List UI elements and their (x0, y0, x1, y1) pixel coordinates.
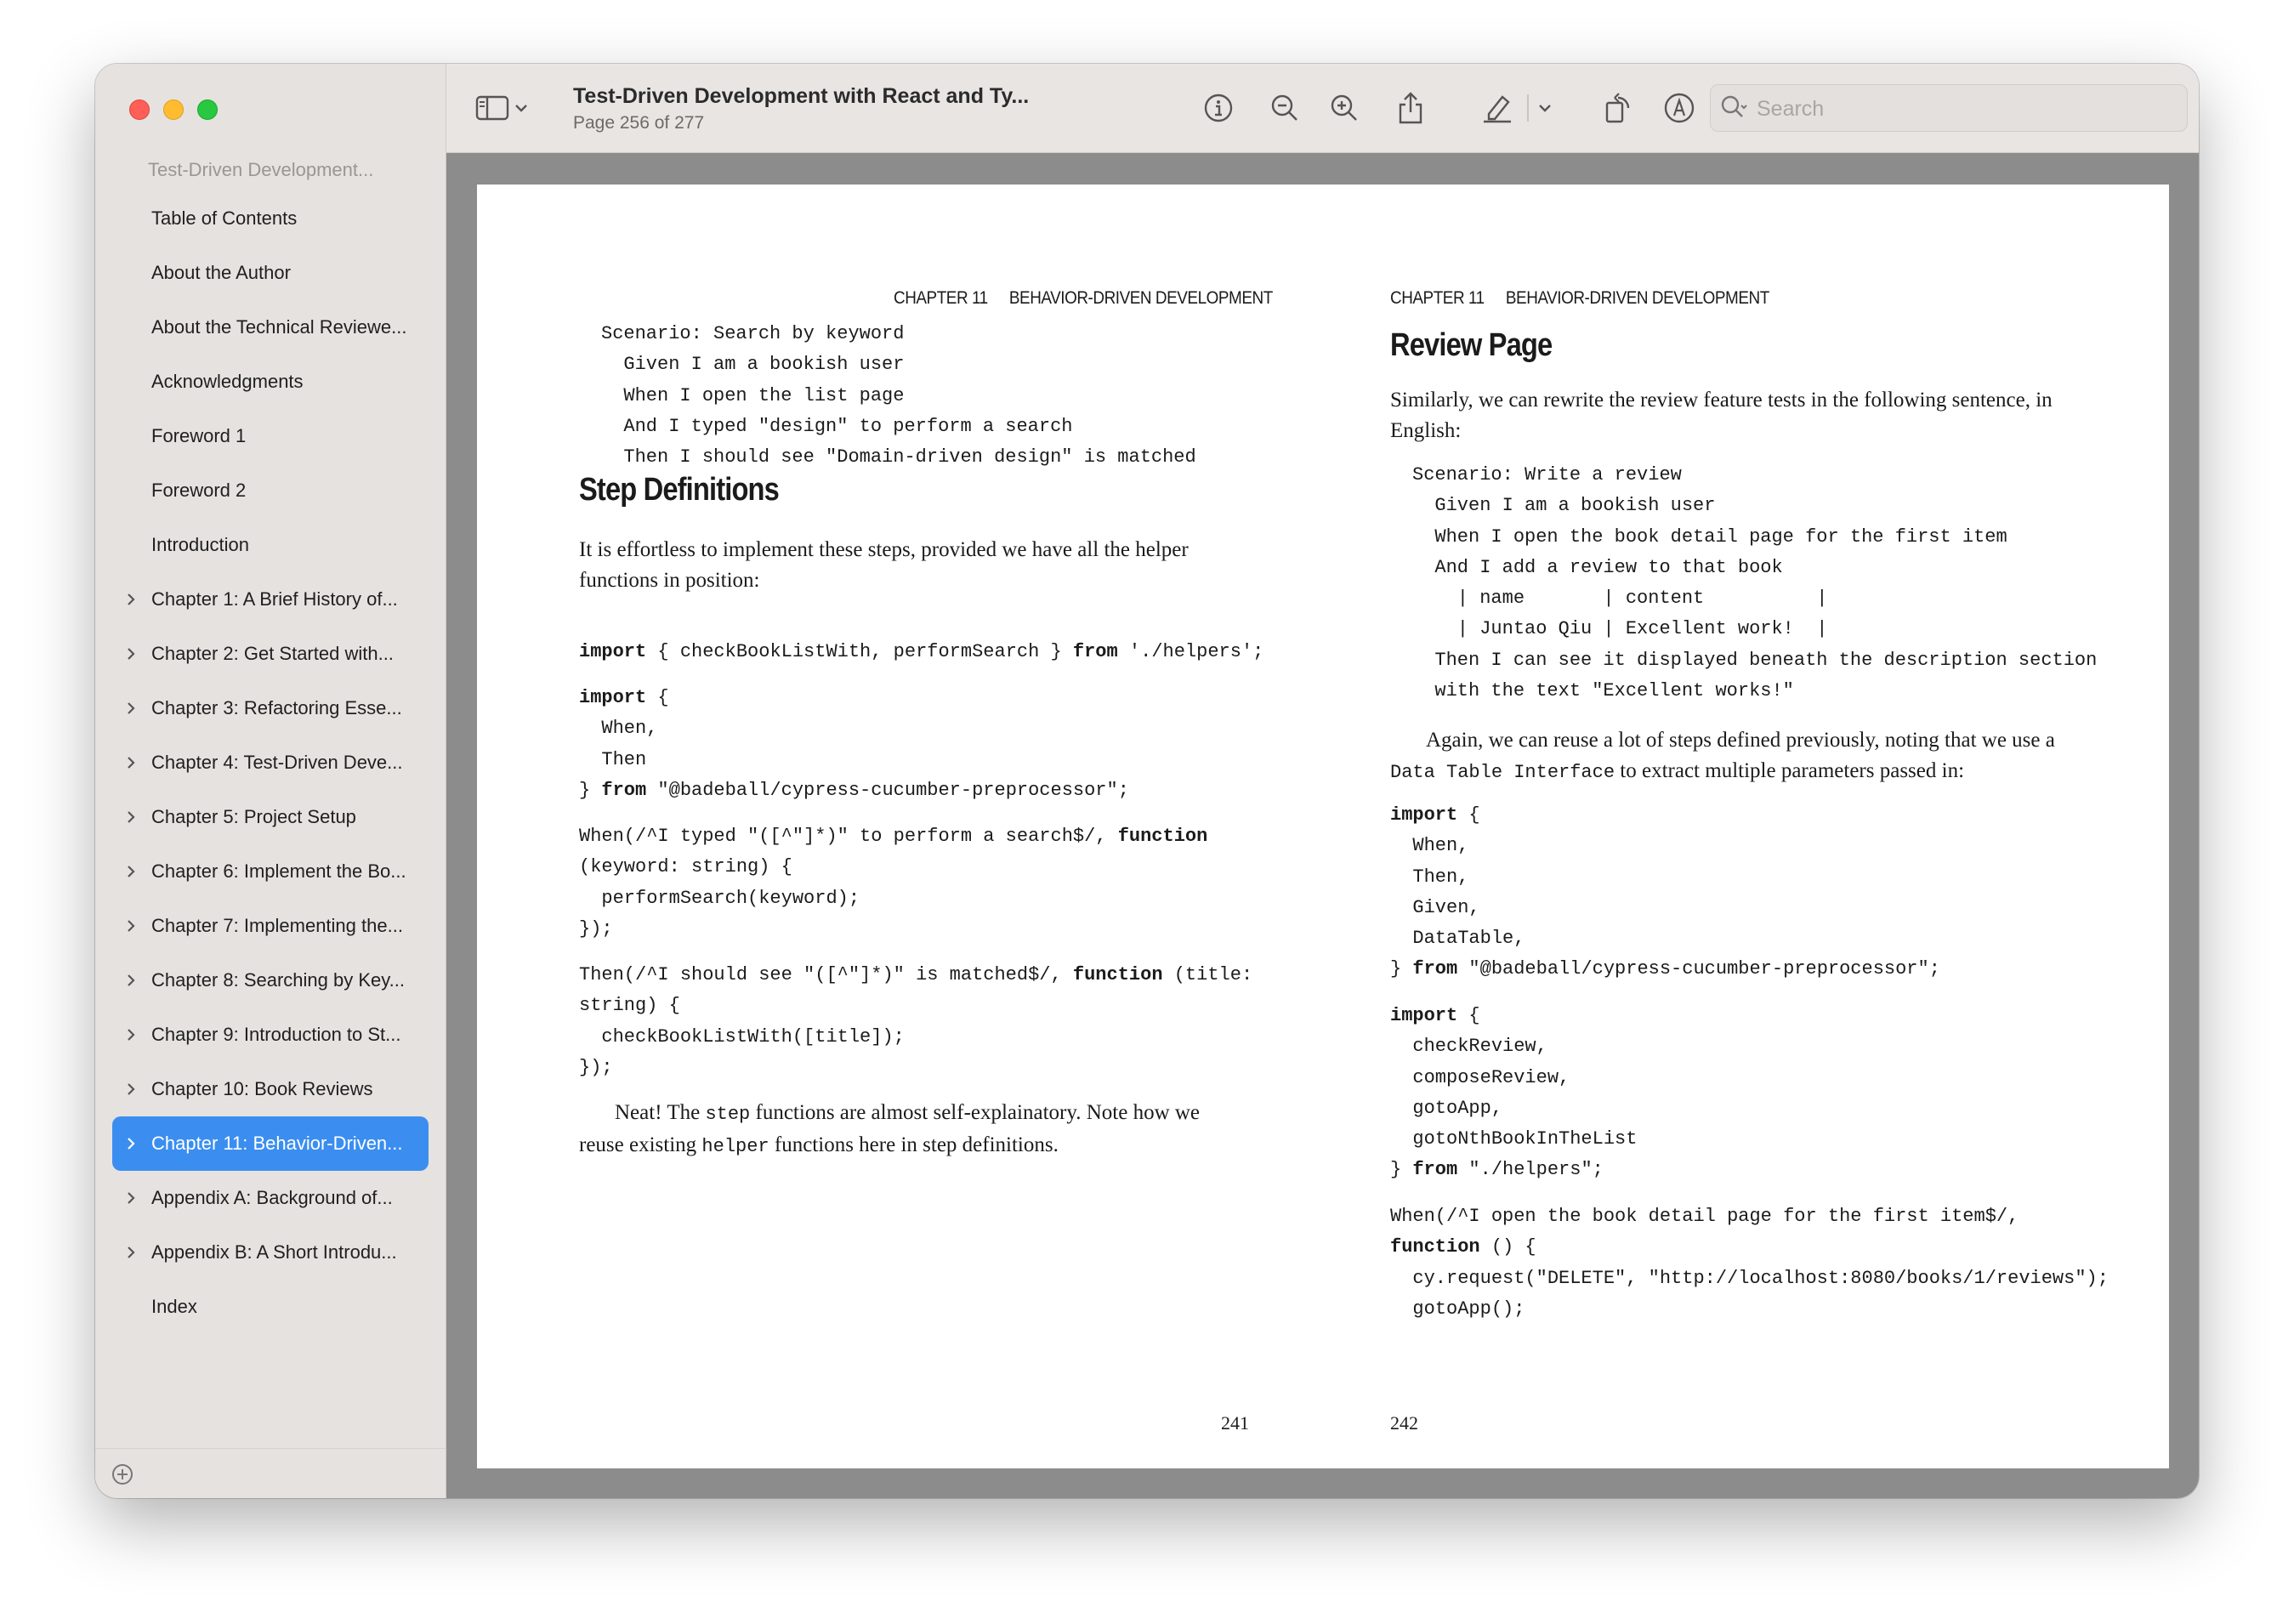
sidebar-item-label: Chapter 8: Searching by Key... (151, 969, 405, 991)
sidebar-item[interactable] (112, 844, 429, 899)
sidebar-item[interactable] (112, 300, 429, 355)
zoom-button[interactable] (197, 99, 218, 120)
pdf-spread (477, 185, 2169, 1468)
right-when-step-code: When(/^I open the book detail page for the first item$/, function () { cy.request("DELETE", "http://localhost:8080/books/1/reviews"); gotoApp(); (1390, 1206, 2109, 1320)
sidebar-item-label: Chapter 3: Refactoring Esse... (151, 697, 402, 718)
sidebar-item[interactable] (112, 1280, 429, 1334)
sidebar-item[interactable] (112, 518, 429, 572)
search-field[interactable] (1710, 84, 2188, 132)
sidebar-item[interactable] (112, 1008, 429, 1062)
close-button[interactable] (129, 99, 150, 120)
toolbar (446, 64, 2199, 153)
chevron-down-icon[interactable] (1526, 89, 1557, 127)
sidebar-item[interactable] (112, 681, 429, 735)
chapter-title: BEHAVIOR-DRIVEN DEVELOPMENT (1008, 288, 1273, 308)
chapter-title: BEHAVIOR-DRIVEN DEVELOPMENT (1505, 288, 1769, 308)
chevron-right-icon[interactable] (122, 953, 139, 1008)
sidebar-item-label: Foreword 2 (151, 480, 247, 501)
sidebar-footer (95, 1448, 446, 1498)
sidebar-item[interactable] (112, 409, 429, 463)
chevron-right-icon[interactable] (122, 1116, 139, 1171)
sidebar-item-label: Chapter 2: Get Started with... (151, 643, 394, 664)
step-definitions-heading: Step Definitions (579, 472, 779, 508)
sidebar-item-label: Index (151, 1296, 197, 1317)
sidebar-item-label: Appendix A: Background of... (151, 1187, 393, 1208)
rotate-icon[interactable] (1599, 89, 1637, 127)
chevron-right-icon[interactable] (122, 627, 139, 681)
sidebar-item[interactable] (112, 735, 429, 790)
right-paragraph-2: Again, we can reuse a lot of steps defined previously, noting that we use a Data Table Interface to extract multiple parameters passed in: (1390, 729, 2055, 783)
right-page-number: 242 (1390, 1412, 1418, 1434)
sidebar-item[interactable] (112, 627, 429, 681)
highlighter-icon[interactable] (1479, 89, 1516, 127)
right-running-head (1390, 288, 1769, 309)
left-paragraph-1: It is effortless to implement these steps, provided we have all the helper functions in position: (579, 538, 1189, 592)
chapter-number: CHAPTER 11 (1390, 288, 1485, 308)
chevron-right-icon[interactable] (122, 572, 139, 627)
zoom-in-icon[interactable] (1326, 89, 1363, 127)
right-import-helpers-code: import { checkReview, composeReview, gotoApp, gotoNthBookInTheList } from "./helpers"; (1390, 1005, 1638, 1181)
import-helpers-code: import { checkBookListWith, performSearch } from './helpers'; (579, 641, 1264, 662)
sidebar-item-label: Acknowledgments (151, 371, 304, 392)
sidebar-item-label: Chapter 9: Introduction to St... (151, 1024, 401, 1045)
sidebar-icon[interactable] (474, 89, 511, 127)
sidebar-item-label: Chapter 1: A Brief History of... (151, 588, 398, 610)
sidebar-item-label: Chapter 7: Implementing the... (151, 915, 403, 936)
chapter-number: CHAPTER 11 (894, 288, 988, 308)
page-indicator: Page 256 of 277 (573, 113, 705, 133)
right-import-cucumber-code: import { When, Then, Given, DataTable, } from "@badeball/cypress-cucumber-preprocessor"; (1390, 804, 1940, 980)
markup-pen-icon[interactable] (1661, 89, 1698, 127)
zoom-out-icon[interactable] (1266, 89, 1303, 127)
sidebar-item-label: Chapter 11: Behavior-Driven... (151, 1133, 403, 1154)
sidebar-item[interactable] (112, 246, 429, 300)
chevron-right-icon[interactable] (122, 899, 139, 953)
sidebar-item-label: Chapter 10: Book Reviews (151, 1078, 373, 1099)
left-page-number: 241 (1221, 1412, 1249, 1434)
sidebar-item-label: Chapter 6: Implement the Bo... (151, 860, 406, 882)
sidebar-item[interactable] (112, 191, 429, 246)
sidebar-item-label: Chapter 4: Test-Driven Deve... (151, 752, 403, 773)
left-scenario-code: Scenario: Search by keyword Given I am a bookish user When I open the list page And I typed "design" to perform a search Then I should see "Domain-driven design" is matched (601, 323, 1196, 468)
sidebar-item[interactable] (112, 1171, 429, 1225)
then-step-code: Then(/^I should see "([^"]*)" is matched$/, function (title: string) { checkBookListWith([title]); }); (579, 964, 1253, 1078)
sidebar-item[interactable] (112, 463, 429, 518)
search-icon (1719, 94, 1750, 122)
chevron-right-icon[interactable] (122, 844, 139, 899)
search-input[interactable] (1755, 92, 2175, 126)
minimize-button[interactable] (163, 99, 184, 120)
chevron-right-icon[interactable] (122, 1008, 139, 1062)
sidebar-item[interactable] (112, 899, 429, 953)
left-paragraph-2: Neat! The step functions are almost self-explainatory. Note how we reuse existing helper functions here in step definitions. (579, 1101, 1201, 1157)
table-of-contents (112, 191, 429, 1334)
sidebar-item-label: Appendix B: A Short Introdu... (151, 1241, 397, 1263)
sidebar-item-label: Foreword 1 (151, 425, 247, 446)
when-step-code: When(/^I typed "([^"]*)" to perform a search$/, function (keyword: string) { performSearch(keyword); }); (579, 826, 1208, 940)
chevron-right-icon[interactable] (122, 1062, 139, 1116)
right-paragraph-1: Similarly, we can rewrite the review feature tests in the following sentence, in English: (1390, 389, 2053, 442)
document-viewport[interactable] (446, 153, 2199, 1498)
share-icon[interactable] (1392, 89, 1429, 127)
sidebar-item-label: About the Technical Reviewe... (151, 316, 407, 338)
sidebar-item[interactable] (112, 1116, 429, 1171)
preview-window (95, 64, 2199, 1498)
chevron-right-icon[interactable] (122, 1171, 139, 1225)
sidebar-item[interactable] (112, 572, 429, 627)
right-scenario-code: Scenario: Write a review Given I am a bookish user When I open the book detail page for the first item And I add a review to that book | name | content | | Juntao Qiu | Excellent work! | Then I can see it displayed beneath the description section with the text "Excellent works!" (1412, 464, 2098, 702)
document-title: Test-Driven Development with React and Ty... (573, 84, 1030, 108)
sidebar-item-label: Chapter 5: Project Setup (151, 806, 356, 827)
sidebar-item-label: Table of Contents (151, 207, 298, 229)
chevron-down-icon[interactable] (511, 89, 531, 127)
add-icon[interactable] (111, 1462, 134, 1486)
sidebar (95, 64, 446, 1498)
sidebar-item-label: About the Author (151, 262, 291, 283)
sidebar-item[interactable] (112, 790, 429, 844)
chevron-right-icon[interactable] (122, 1225, 139, 1280)
sidebar-item[interactable] (112, 355, 429, 409)
sidebar-item[interactable] (112, 1225, 429, 1280)
left-running-head (894, 288, 1273, 309)
chevron-right-icon[interactable] (122, 790, 139, 844)
sidebar-item[interactable] (112, 1062, 429, 1116)
sidebar-item-label: Introduction (151, 534, 249, 555)
sidebar-item[interactable] (112, 953, 429, 1008)
info-icon[interactable] (1200, 89, 1237, 127)
chevron-right-icon[interactable] (122, 735, 139, 790)
chevron-right-icon[interactable] (122, 681, 139, 735)
import-cucumber-code: import { When, Then } from "@badeball/cypress-cucumber-preprocessor"; (579, 687, 1129, 801)
document-label: Test-Driven Development... (148, 159, 374, 180)
review-page-heading: Review Page (1390, 327, 1553, 363)
